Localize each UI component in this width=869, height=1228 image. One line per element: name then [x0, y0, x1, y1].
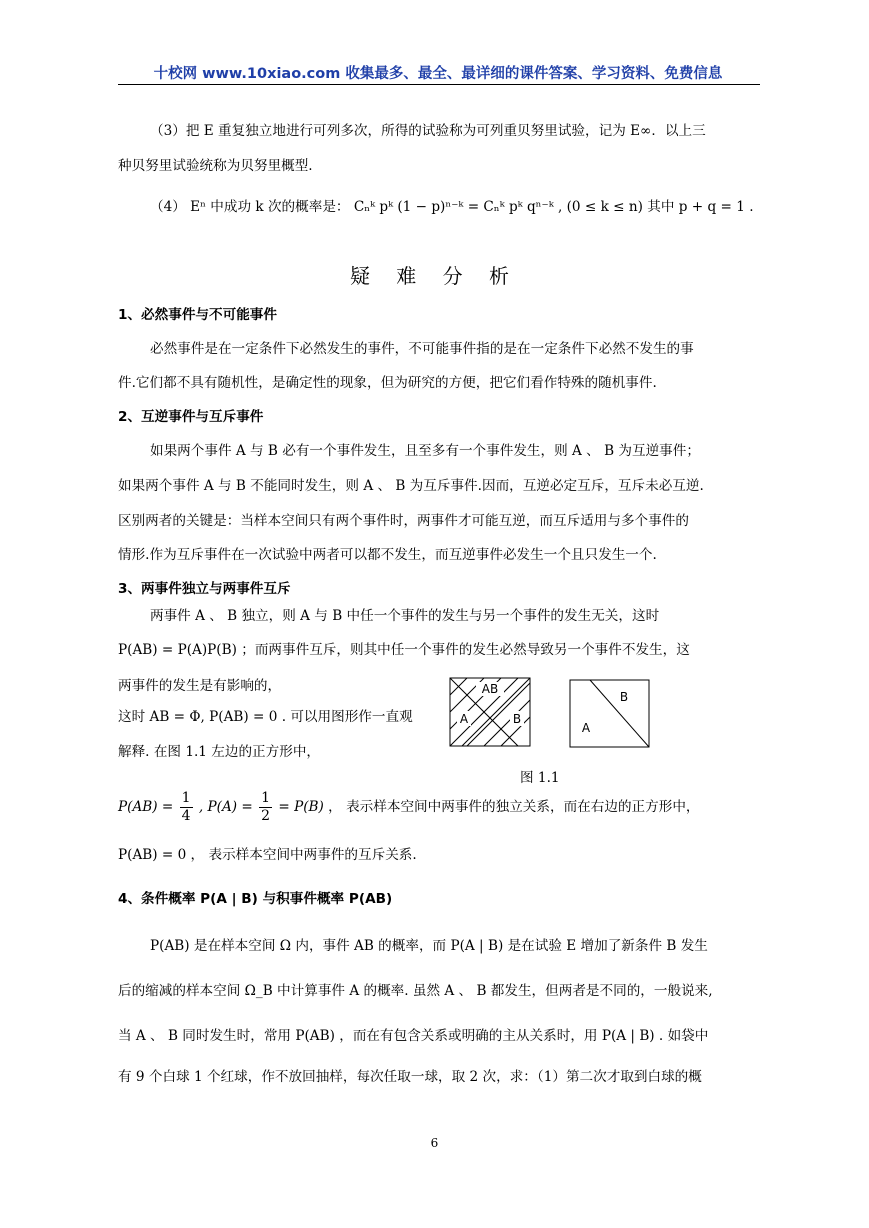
fraction-half — [259, 790, 272, 825]
heading-2: 2、互逆事件与互斥事件 — [118, 409, 264, 425]
s2-line-4: 情形.作为互斥事件在一次试验中两者可以都不发生，而互逆事件必发生一个且只发生一个. — [118, 547, 657, 563]
s3-line-1: 两事件 A 、 B 独立，则 A 与 B 中任一个事件的发生与另一个事件的发生无关，这时 — [150, 608, 660, 624]
s3-line-2: P(AB) = P(A)P(B) ；而两事件互斥，则其中任一个事件的发生必然导致另一个事件不发生，这 — [118, 642, 690, 658]
formula-mid: , P(A) = — [198, 799, 253, 815]
formula-trailing-text: ， 表示样本空间中两事件的独立关系，而在右边的正方形中， — [328, 799, 700, 815]
s4-line-3: 当 A 、 B 同时发生时，常用 P(AB) ，而在有包含关系或明确的主从关系时，用 P(A | B) . 如袋中 — [118, 1028, 709, 1044]
formula-rhs: = P(B) — [278, 799, 324, 815]
item-3-line-1: （3）把 E 重复独立地进行可列多次，所得的试验称为可列重贝努里试验，记为 E∞．以上三 — [150, 123, 706, 139]
formula-lhs: P(AB) = — [118, 799, 174, 815]
s2-line-1: 如果两个事件 A 与 B 必有一个事件发生，且至多有一个事件发生，则 A 、 B 为互逆事件； — [150, 443, 700, 459]
fraction-quarter-den: 4 — [181, 808, 191, 824]
fraction-quarter-num: 1 — [181, 790, 191, 806]
page-header: 十校网 www.10xiao.com 收集最多、最全、最详细的课件答案、学习资料、免费信息 — [153, 66, 723, 82]
label-b-right: B — [619, 690, 629, 704]
s4-line-2: 后的缩减的样本空间 Ω_B 中计算事件 A 的概率. 虽然 A 、 B 都发生，但两者是不同的，一般说来, — [118, 983, 713, 999]
s4-line-4: 有 9 个白球 1 个红球，作不放回抽样，每次任取一球，取 2 次，求：（1）第二次才取到白球的概 — [118, 1069, 702, 1085]
section-title: 疑 难 分 析 — [349, 264, 520, 288]
heading-4: 4、条件概率 P(A | B) 与积事件概率 P(AB) — [118, 891, 393, 907]
heading-1: 1、必然事件与不可能事件 — [118, 307, 277, 323]
item-3-line-2: 种贝努里试验统称为贝努里概型. — [118, 158, 313, 174]
s2-line-2: 如果两个事件 A 与 B 不能同时发生，则 A 、 B 为互斥事件.因而，互逆必定互斥，互斥未必互逆. — [118, 478, 704, 494]
s3-line-5: 解释. 在图 1.1 左边的正方形中， — [118, 744, 321, 760]
fraction-half-num: 1 — [261, 790, 271, 806]
header-rule — [118, 84, 760, 85]
s1-line-2: 件.它们都不具有随机性，是确定性的现象，但为研究的方便，把它们看作特殊的随机事件. — [118, 375, 657, 391]
figure-caption: 图 1.1 — [520, 770, 560, 786]
s3-line-7: P(AB) = 0 ， 表示样本空间中两事件的互斥关系. — [118, 847, 417, 863]
heading-3: 3、两事件独立与两事件互斥 — [118, 581, 291, 597]
formula-line — [118, 790, 700, 825]
s2-line-3: 区别两者的关键是：当样本空间只有两个事件时，两事件才可能互逆，而互斥适用与多个事件的 — [118, 513, 689, 529]
figure-1-1 — [440, 675, 670, 750]
label-b-left: B — [512, 712, 522, 726]
item-4-line: （4） Eⁿ 中成功 k 次的概率是： Cₙᵏ pᵏ (1 − p)ⁿ⁻ᵏ = Cₙᵏ pᵏ qⁿ⁻ᵏ , (0 ≤ k ≤ n) 其中 p + q = 1 . — [150, 199, 754, 215]
s3-line-4: 这时 AB = Φ, P(AB) = 0 . 可以用图形作一直观 — [118, 709, 413, 725]
figure-right-square — [570, 680, 649, 747]
figure-left-square — [450, 678, 530, 746]
s4-line-1: P(AB) 是在样本空间 Ω 内，事件 AB 的概率，而 P(A | B) 是在试验 E 增加了新条件 B 发生 — [150, 938, 708, 954]
s1-line-1: 必然事件是在一定条件下必然发生的事件，不可能事件指的是在一定条件下必然不发生的事 — [150, 341, 694, 357]
label-a-right: A — [581, 721, 591, 735]
s3-line-3: 两事件的发生是有影响的， — [118, 678, 282, 694]
label-a-left: A — [459, 712, 469, 726]
label-ab: AB — [481, 682, 499, 696]
fraction-quarter — [180, 790, 193, 825]
page-number: 6 — [430, 1136, 439, 1150]
fraction-half-den: 2 — [261, 808, 271, 824]
